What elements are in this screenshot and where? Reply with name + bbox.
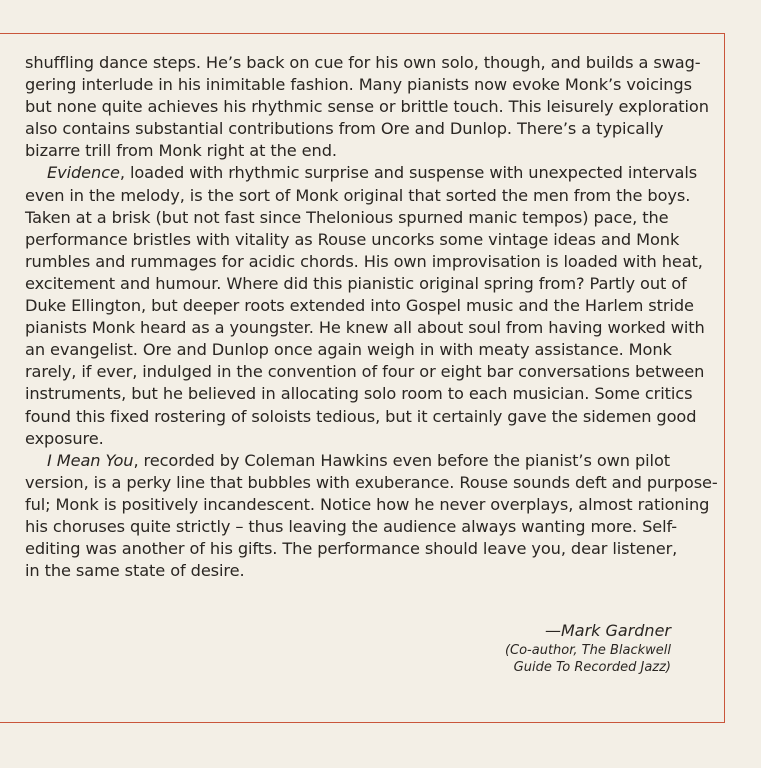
signature-block [505,620,671,676]
text-line [25,229,685,251]
text-line-content: , recorded by Coleman Hawkins even before the pianist’s own pilot [133,450,671,470]
text-line-content: an evangelist. Ore and Dunlop once again weigh in with meaty assistance. Monk [25,340,672,360]
text-line-content: pianists Monk heard as a youngster. He knew all about soul from having worked with [25,318,705,338]
text-line [25,295,694,317]
text-line [25,516,685,538]
text-line [25,74,692,96]
text-line-content: Taken at a brisk (but not fast since Thelonious spurned manic tempos) pace, the [25,207,669,227]
right-rule [724,33,725,723]
text-line [25,185,691,207]
text-line-content: found this fixed rostering of soloists tedious, but it certainly gave the sidemen good [25,406,697,426]
author-credit-line-1: (Co-author, The Blackwell [504,643,671,658]
text-line-content: performance bristles with vitality as Rouse uncorks some vintage ideas and Monk [25,229,680,249]
text-line-content: , loaded with rhythmic surprise and suspense with unexpected intervals [119,163,698,183]
text-line [25,140,685,162]
text-line-content: in the same state of desire. [25,561,245,581]
author-name: —Mark Gardner [544,621,671,640]
text-line [25,162,698,184]
text-line-content: rarely, if ever, indulged in the convention of four or eight bar conversations between [25,362,705,382]
text-line [25,96,709,118]
song-title: Evidence [47,163,120,183]
text-line-content: bizarre trill from Monk right at the end. [25,141,337,161]
text-line-content: also contains substantial contributions from Ore and Dunlop. There’s a typically [25,119,664,139]
text-line-content: ful; Monk is positively incandescent. Notice how he never overplays, almost rationing [25,494,710,514]
text-line-content: rumbles and rummages for acidic chords. His own improvisation is loaded with heat, [25,251,703,271]
text-line-content: excitement and humour. Where did this pianistic original spring from? Partly out of [25,273,687,293]
text-line [25,273,685,295]
text-line-content: version, is a perky line that bubbles with exuberance. Rouse sounds deft and purpose- [25,472,718,492]
text-line-content: Duke Ellington, but deeper roots extended into Gospel music and the Harlem stride [25,296,694,316]
text-line [25,251,703,273]
text-line [25,494,710,516]
text-line-content: but none quite achieves his rhythmic sense or brittle touch. This leisurely exploration [25,97,709,117]
text-line [25,361,705,383]
text-line [25,383,693,405]
text-line-content: shuffling dance steps. He’s back on cue for his own solo, though, and builds a swag- [25,53,701,72]
text-line [25,428,685,450]
bottom-rule [0,722,725,723]
text-line [25,339,685,361]
text-line [25,317,705,339]
text-line [25,538,685,560]
text-line [25,472,718,494]
text-line-content: his choruses quite strictly – thus leaving the audience always wanting more. Self- [25,516,677,536]
text-line-content: even in the melody, is the sort of Monk original that sorted the men from the boys. [25,185,691,205]
liner-notes-text [25,52,718,582]
text-line-content: instruments, but he believed in allocating solo room to each musician. Some critics [25,384,693,404]
text-line [25,118,685,140]
song-title: I Mean You [47,450,134,470]
text-line [25,207,685,229]
text-line [25,560,685,582]
text-line [25,52,701,74]
text-line-content: gering interlude in his inimitable fashion. Many pianists now evoke Monk’s voicings [25,75,692,95]
text-line-content: editing was another of his gifts. The performance should leave you, dear listener, [25,539,678,559]
author-credit-line-2: Guide To Recorded Jazz) [513,660,671,675]
text-line [25,406,697,428]
text-line [25,450,685,472]
text-line-content: exposure. [25,428,104,448]
top-rule [0,33,725,34]
